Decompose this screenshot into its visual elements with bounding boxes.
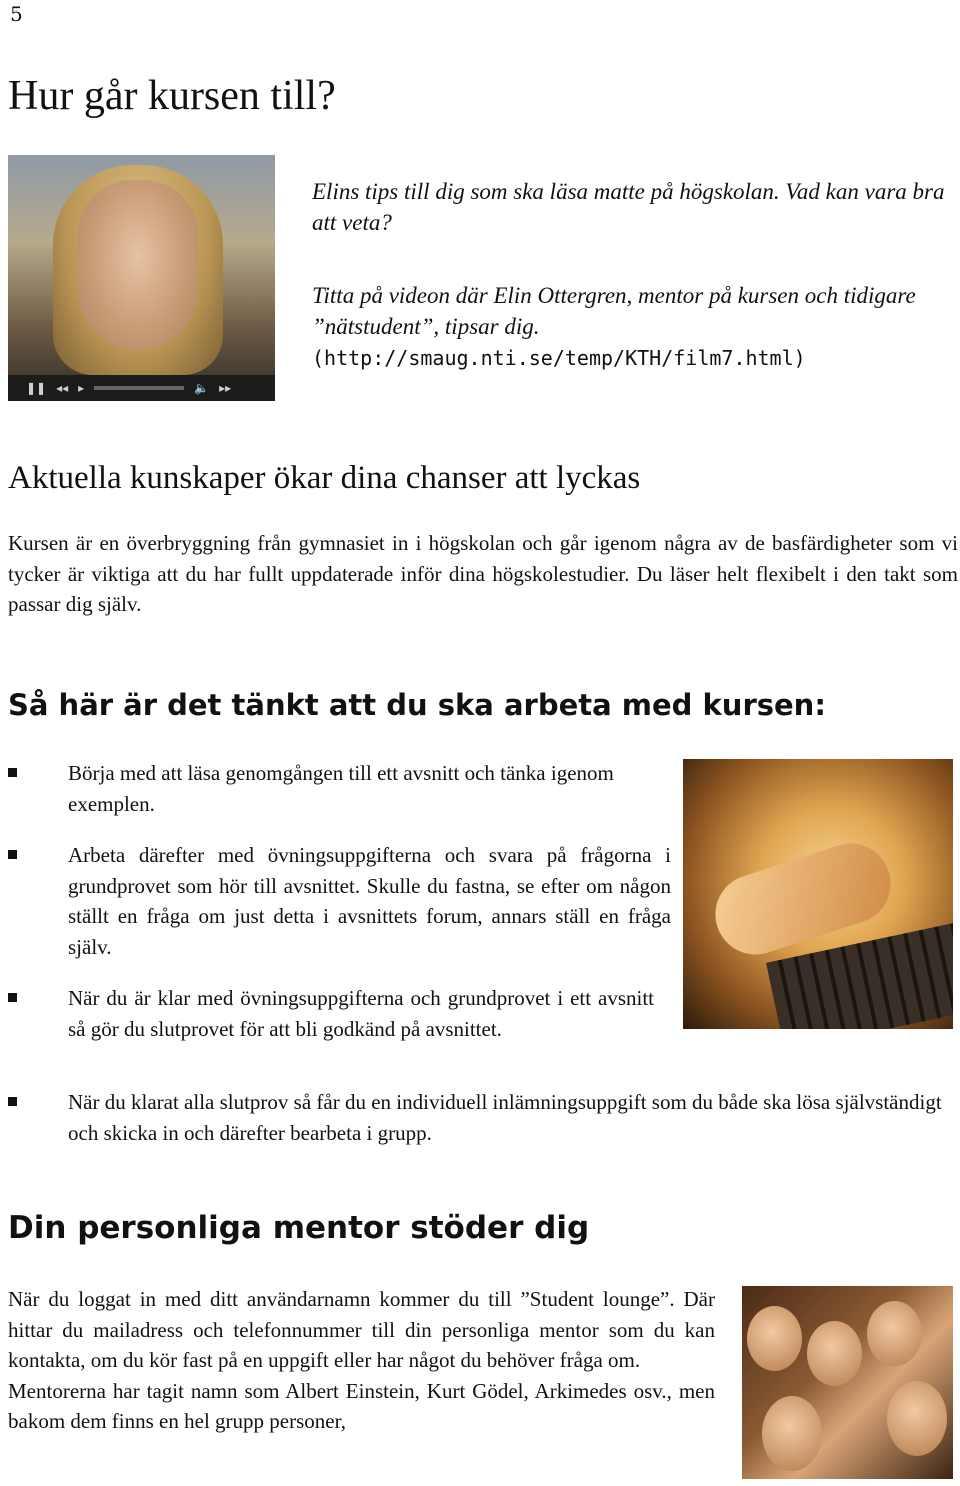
group-photo [742, 1286, 953, 1479]
photo-person [747, 1306, 802, 1371]
video-link[interactable]: (http://smaug.nti.se/temp/KTH/film7.html) [312, 346, 806, 370]
intro-tip: Elins tips till dig som ska läsa matte på högskolan. Vad kan vara bra att veta? [312, 179, 945, 235]
list-item: När du är klar med övningsuppgifterna och grundprovet i ett avsnitt så gör du slutprovet för att bli godkänd på avsnittet. [68, 986, 654, 1041]
photo-person [762, 1396, 822, 1471]
forward-icon[interactable]: ▸▸ [219, 381, 232, 395]
page-number: 5 [10, 2, 23, 26]
bullet-marker [8, 840, 21, 859]
heading-work: Så här är det tänkt att du ska arbeta med kursen: [8, 688, 826, 722]
video-player[interactable] [8, 155, 275, 401]
pause-icon[interactable]: ❚❚ [26, 381, 47, 395]
play-icon[interactable]: ▸ [78, 381, 85, 395]
video-progress-track[interactable] [94, 386, 184, 390]
heading-knowledge: Aktuella kunskaper ökar dina chanser att lyckas [8, 460, 641, 496]
bullet-marker [8, 758, 21, 777]
video-controls [8, 375, 275, 401]
mentor-paragraph [8, 1284, 715, 1437]
mentor-paragraph-1: När du loggat in med ditt användarnamn kommer du till ”Student lounge”. Där hittar du mailadress och telefonnummer till din personliga mentor som du kan kontakta, om du kör fast på en uppgift eller har något du behöver fråga om. [8, 1287, 715, 1372]
list-item: Arbeta därefter med övningsuppgifterna och svara på frågorna i grundprovet som hör till avsnittet. Skulle du fastna, se efter om någon ställt en fråga om just detta i avsnittets forum, annars ställ en fråga själv. [68, 843, 671, 959]
page-title: Hur går kursen till? [8, 73, 336, 119]
bullet-marker [8, 983, 21, 1002]
video-still-face [78, 180, 198, 350]
photo-person [867, 1301, 922, 1366]
volume-icon[interactable]: 🔈 [194, 381, 210, 395]
knowledge-paragraph: Kursen är en överbryggning från gymnasiet in i högskolan och går igenom några av de basfärdigheter som vi tycker är viktiga att du har fullt uppdaterade inför dina högskolestudier. Du läser helt flexibelt i den takt som passar dig själv. [8, 531, 958, 616]
list-item: Börja med att läsa genomgången till ett avsnitt och tänka igenom exemplen. [68, 761, 614, 816]
list-item: När du klarat alla slutprov så får du en individuell inlämningsuppgift som du både ska lösa självständigt och skicka in och därefter bearbeta i grupp. [68, 1090, 942, 1145]
photo-person [807, 1321, 862, 1386]
heading-mentor: Din personliga mentor stöder dig [8, 1210, 590, 1246]
mentor-paragraph-2: Mentorerna har tagit namn som Albert Einstein, Kurt Gödel, Arkimedes osv., men bakom dem finns en hel grupp personer, [8, 1378, 715, 1433]
intro-video-text: Titta på videon där Elin Ottergren, mentor på kursen och tidigare ”nätstudent”, tipsar dig. [312, 283, 916, 339]
typing-hand-image [683, 759, 953, 1029]
rewind-icon[interactable]: ◂◂ [56, 381, 69, 395]
photo-person [887, 1381, 947, 1456]
bullet-marker [8, 1087, 21, 1106]
